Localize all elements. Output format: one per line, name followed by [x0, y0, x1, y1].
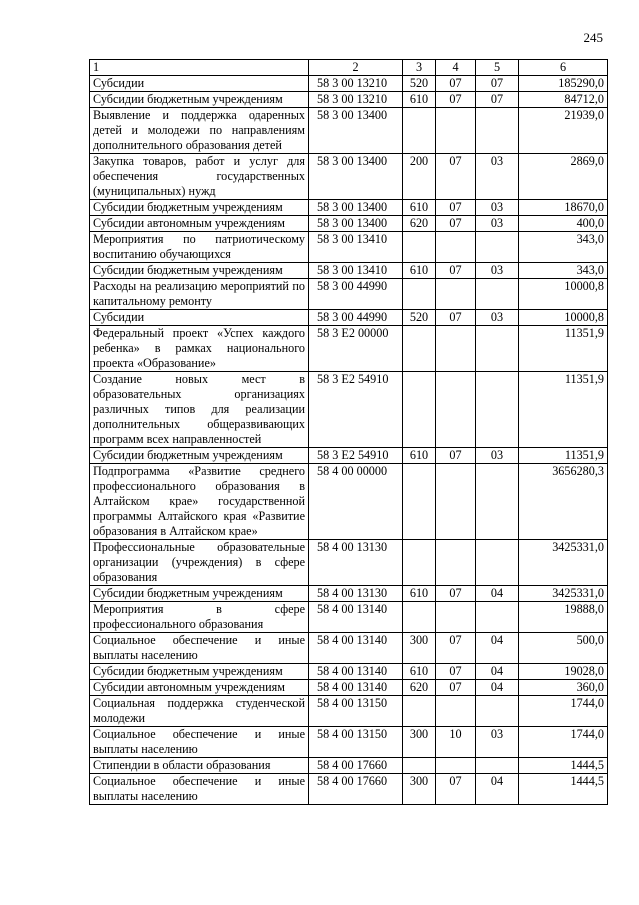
table-row	[90, 200, 608, 216]
item-name-cell: Субсидии автономным учреждениям	[90, 216, 309, 232]
code-cell: 58 3 00 13400	[309, 108, 403, 154]
item-name-cell: Выявление и поддержка одаренных детей и молодежи по направлениям дополнительного образования детей	[90, 108, 309, 154]
table-row	[90, 76, 608, 92]
section-cell: 07	[436, 586, 476, 602]
section-cell	[436, 372, 476, 448]
section-cell	[436, 540, 476, 586]
section-cell: 07	[436, 774, 476, 805]
expense-type-cell	[403, 540, 436, 586]
subsection-cell: 04	[476, 680, 519, 696]
section-cell: 07	[436, 200, 476, 216]
item-name-cell: Субсидии бюджетным учреждениям	[90, 586, 309, 602]
section-cell	[436, 279, 476, 310]
amount-cell: 10000,8	[519, 279, 608, 310]
amount-cell: 3425331,0	[519, 586, 608, 602]
amount-cell: 19888,0	[519, 602, 608, 633]
code-cell: 58 3 00 13400	[309, 154, 403, 200]
item-name-cell: Закупка товаров, работ и услуг для обеспечения государственных (муниципальных) нужд	[90, 154, 309, 200]
code-cell: 58 4 00 13130	[309, 540, 403, 586]
amount-cell: 21939,0	[519, 108, 608, 154]
header-cell: 3	[403, 60, 436, 76]
code-cell: 58 4 00 13150	[309, 727, 403, 758]
amount-cell: 185290,0	[519, 76, 608, 92]
amount-cell: 343,0	[519, 263, 608, 279]
table-row	[90, 633, 608, 664]
table-row	[90, 154, 608, 200]
section-cell: 07	[436, 154, 476, 200]
code-cell: 58 3 00 13210	[309, 76, 403, 92]
subsection-cell	[476, 602, 519, 633]
expense-type-cell: 610	[403, 200, 436, 216]
item-name-cell: Субсидии бюджетным учреждениям	[90, 263, 309, 279]
amount-cell: 11351,9	[519, 326, 608, 372]
code-cell: 58 3 E2 54910	[309, 448, 403, 464]
table-row	[90, 108, 608, 154]
table-row	[90, 727, 608, 758]
subsection-cell	[476, 108, 519, 154]
section-cell: 07	[436, 664, 476, 680]
expense-type-cell	[403, 696, 436, 727]
table-row	[90, 310, 608, 326]
section-cell: 07	[436, 76, 476, 92]
section-cell: 07	[436, 310, 476, 326]
table-row	[90, 664, 608, 680]
amount-cell: 1744,0	[519, 727, 608, 758]
subsection-cell: 03	[476, 263, 519, 279]
amount-cell: 400,0	[519, 216, 608, 232]
table-row	[90, 92, 608, 108]
section-cell: 07	[436, 680, 476, 696]
expense-type-cell	[403, 108, 436, 154]
expense-type-cell: 520	[403, 76, 436, 92]
subsection-cell	[476, 758, 519, 774]
subsection-cell: 04	[476, 664, 519, 680]
section-cell: 07	[436, 263, 476, 279]
code-cell: 58 3 E2 54910	[309, 372, 403, 448]
code-cell: 58 3 00 13410	[309, 232, 403, 263]
expense-type-cell: 610	[403, 586, 436, 602]
expense-type-cell: 610	[403, 664, 436, 680]
item-name-cell: Социальная поддержка студенческой молодежи	[90, 696, 309, 727]
subsection-cell	[476, 372, 519, 448]
amount-cell: 343,0	[519, 232, 608, 263]
subsection-cell: 03	[476, 448, 519, 464]
section-cell: 10	[436, 727, 476, 758]
expense-type-cell: 620	[403, 680, 436, 696]
section-cell	[436, 602, 476, 633]
amount-cell: 10000,8	[519, 310, 608, 326]
item-name-cell: Стипендии в области образования	[90, 758, 309, 774]
header-cell: 5	[476, 60, 519, 76]
code-cell: 58 4 00 00000	[309, 464, 403, 540]
item-name-cell: Субсидии бюджетным учреждениям	[90, 200, 309, 216]
amount-cell: 11351,9	[519, 372, 608, 448]
code-cell: 58 4 00 13150	[309, 696, 403, 727]
code-cell: 58 4 00 13130	[309, 586, 403, 602]
subsection-cell	[476, 540, 519, 586]
code-cell: 58 4 00 13140	[309, 680, 403, 696]
section-cell	[436, 464, 476, 540]
item-name-cell: Расходы на реализацию мероприятий по капитальному ремонту	[90, 279, 309, 310]
amount-cell: 360,0	[519, 680, 608, 696]
item-name-cell: Субсидии бюджетным учреждениям	[90, 92, 309, 108]
code-cell: 58 3 00 13400	[309, 200, 403, 216]
expense-type-cell	[403, 279, 436, 310]
expense-type-cell: 610	[403, 448, 436, 464]
section-cell	[436, 758, 476, 774]
subsection-cell	[476, 464, 519, 540]
amount-cell: 3425331,0	[519, 540, 608, 586]
expense-type-cell: 520	[403, 310, 436, 326]
subsection-cell: 03	[476, 727, 519, 758]
expense-type-cell: 300	[403, 633, 436, 664]
page-number: 245	[583, 30, 603, 45]
item-name-cell: Мероприятия по патриотическому воспитанию обучающихся	[90, 232, 309, 263]
section-cell	[436, 326, 476, 372]
item-name-cell: Социальное обеспечение и иные выплаты населению	[90, 633, 309, 664]
table-row	[90, 216, 608, 232]
amount-cell: 18670,0	[519, 200, 608, 216]
expense-type-cell: 200	[403, 154, 436, 200]
expense-type-cell	[403, 758, 436, 774]
item-name-cell: Субсидии	[90, 310, 309, 326]
code-cell: 58 3 E2 00000	[309, 326, 403, 372]
code-cell: 58 3 00 13210	[309, 92, 403, 108]
item-name-cell: Мероприятия в сфере профессионального образования	[90, 602, 309, 633]
expense-type-cell: 610	[403, 263, 436, 279]
subsection-cell: 03	[476, 200, 519, 216]
expense-type-cell: 300	[403, 727, 436, 758]
expense-type-cell	[403, 464, 436, 540]
section-cell	[436, 232, 476, 263]
table-header-row	[90, 60, 608, 76]
item-name-cell: Субсидии бюджетным учреждениям	[90, 664, 309, 680]
item-name-cell: Профессиональные образовательные организации (учреждения) в сфере образования	[90, 540, 309, 586]
code-cell: 58 4 00 17660	[309, 774, 403, 805]
amount-cell: 2869,0	[519, 154, 608, 200]
subsection-cell	[476, 232, 519, 263]
amount-cell: 1444,5	[519, 774, 608, 805]
expense-type-cell	[403, 232, 436, 263]
header-cell: 2	[309, 60, 403, 76]
header-cell: 1	[90, 60, 309, 76]
code-cell: 58 4 00 13140	[309, 664, 403, 680]
code-cell: 58 4 00 13140	[309, 602, 403, 633]
table-row	[90, 326, 608, 372]
amount-cell: 3656280,3	[519, 464, 608, 540]
table-row	[90, 680, 608, 696]
amount-cell: 1744,0	[519, 696, 608, 727]
table-row	[90, 464, 608, 540]
subsection-cell	[476, 326, 519, 372]
table-row	[90, 774, 608, 805]
subsection-cell: 04	[476, 586, 519, 602]
table-row	[90, 540, 608, 586]
expense-type-cell	[403, 602, 436, 633]
item-name-cell: Создание новых мест в образовательных организациях различных типов для реализации дополнительных общеразвивающих программ всех направленностей	[90, 372, 309, 448]
amount-cell: 500,0	[519, 633, 608, 664]
subsection-cell	[476, 279, 519, 310]
item-name-cell: Субсидии	[90, 76, 309, 92]
table-body	[90, 60, 608, 805]
table-row	[90, 758, 608, 774]
table-row	[90, 372, 608, 448]
code-cell: 58 4 00 17660	[309, 758, 403, 774]
item-name-cell: Подпрограмма «Развитие среднего профессионального образования в Алтайском крае» государственной программы Алтайского края «Развитие образования в Алтайском крае»	[90, 464, 309, 540]
table-row	[90, 696, 608, 727]
expense-type-cell: 620	[403, 216, 436, 232]
expense-type-cell: 300	[403, 774, 436, 805]
item-name-cell: Субсидии автономным учреждениям	[90, 680, 309, 696]
item-name-cell: Социальное обеспечение и иные выплаты населению	[90, 727, 309, 758]
amount-cell: 11351,9	[519, 448, 608, 464]
section-cell: 07	[436, 92, 476, 108]
expense-type-cell	[403, 326, 436, 372]
amount-cell: 1444,5	[519, 758, 608, 774]
amount-cell: 19028,0	[519, 664, 608, 680]
item-name-cell: Субсидии бюджетным учреждениям	[90, 448, 309, 464]
code-cell: 58 3 00 44990	[309, 310, 403, 326]
section-cell: 07	[436, 448, 476, 464]
subsection-cell: 03	[476, 154, 519, 200]
amount-cell: 84712,0	[519, 92, 608, 108]
table-row	[90, 279, 608, 310]
subsection-cell: 03	[476, 216, 519, 232]
code-cell: 58 3 00 13400	[309, 216, 403, 232]
section-cell	[436, 696, 476, 727]
section-cell	[436, 108, 476, 154]
subsection-cell: 07	[476, 76, 519, 92]
section-cell: 07	[436, 633, 476, 664]
budget-table	[89, 59, 608, 805]
code-cell: 58 4 00 13140	[309, 633, 403, 664]
item-name-cell: Социальное обеспечение и иные выплаты населению	[90, 774, 309, 805]
code-cell: 58 3 00 13410	[309, 263, 403, 279]
subsection-cell: 07	[476, 92, 519, 108]
expense-type-cell	[403, 372, 436, 448]
subsection-cell: 04	[476, 633, 519, 664]
subsection-cell: 03	[476, 310, 519, 326]
table-row	[90, 232, 608, 263]
header-cell: 6	[519, 60, 608, 76]
table-row	[90, 602, 608, 633]
header-cell: 4	[436, 60, 476, 76]
table-row	[90, 586, 608, 602]
section-cell: 07	[436, 216, 476, 232]
subsection-cell: 04	[476, 774, 519, 805]
expense-type-cell: 610	[403, 92, 436, 108]
table-row	[90, 263, 608, 279]
subsection-cell	[476, 696, 519, 727]
item-name-cell: Федеральный проект «Успех каждого ребенка» в рамках национального проекта «Образование»	[90, 326, 309, 372]
code-cell: 58 3 00 44990	[309, 279, 403, 310]
table-row	[90, 448, 608, 464]
